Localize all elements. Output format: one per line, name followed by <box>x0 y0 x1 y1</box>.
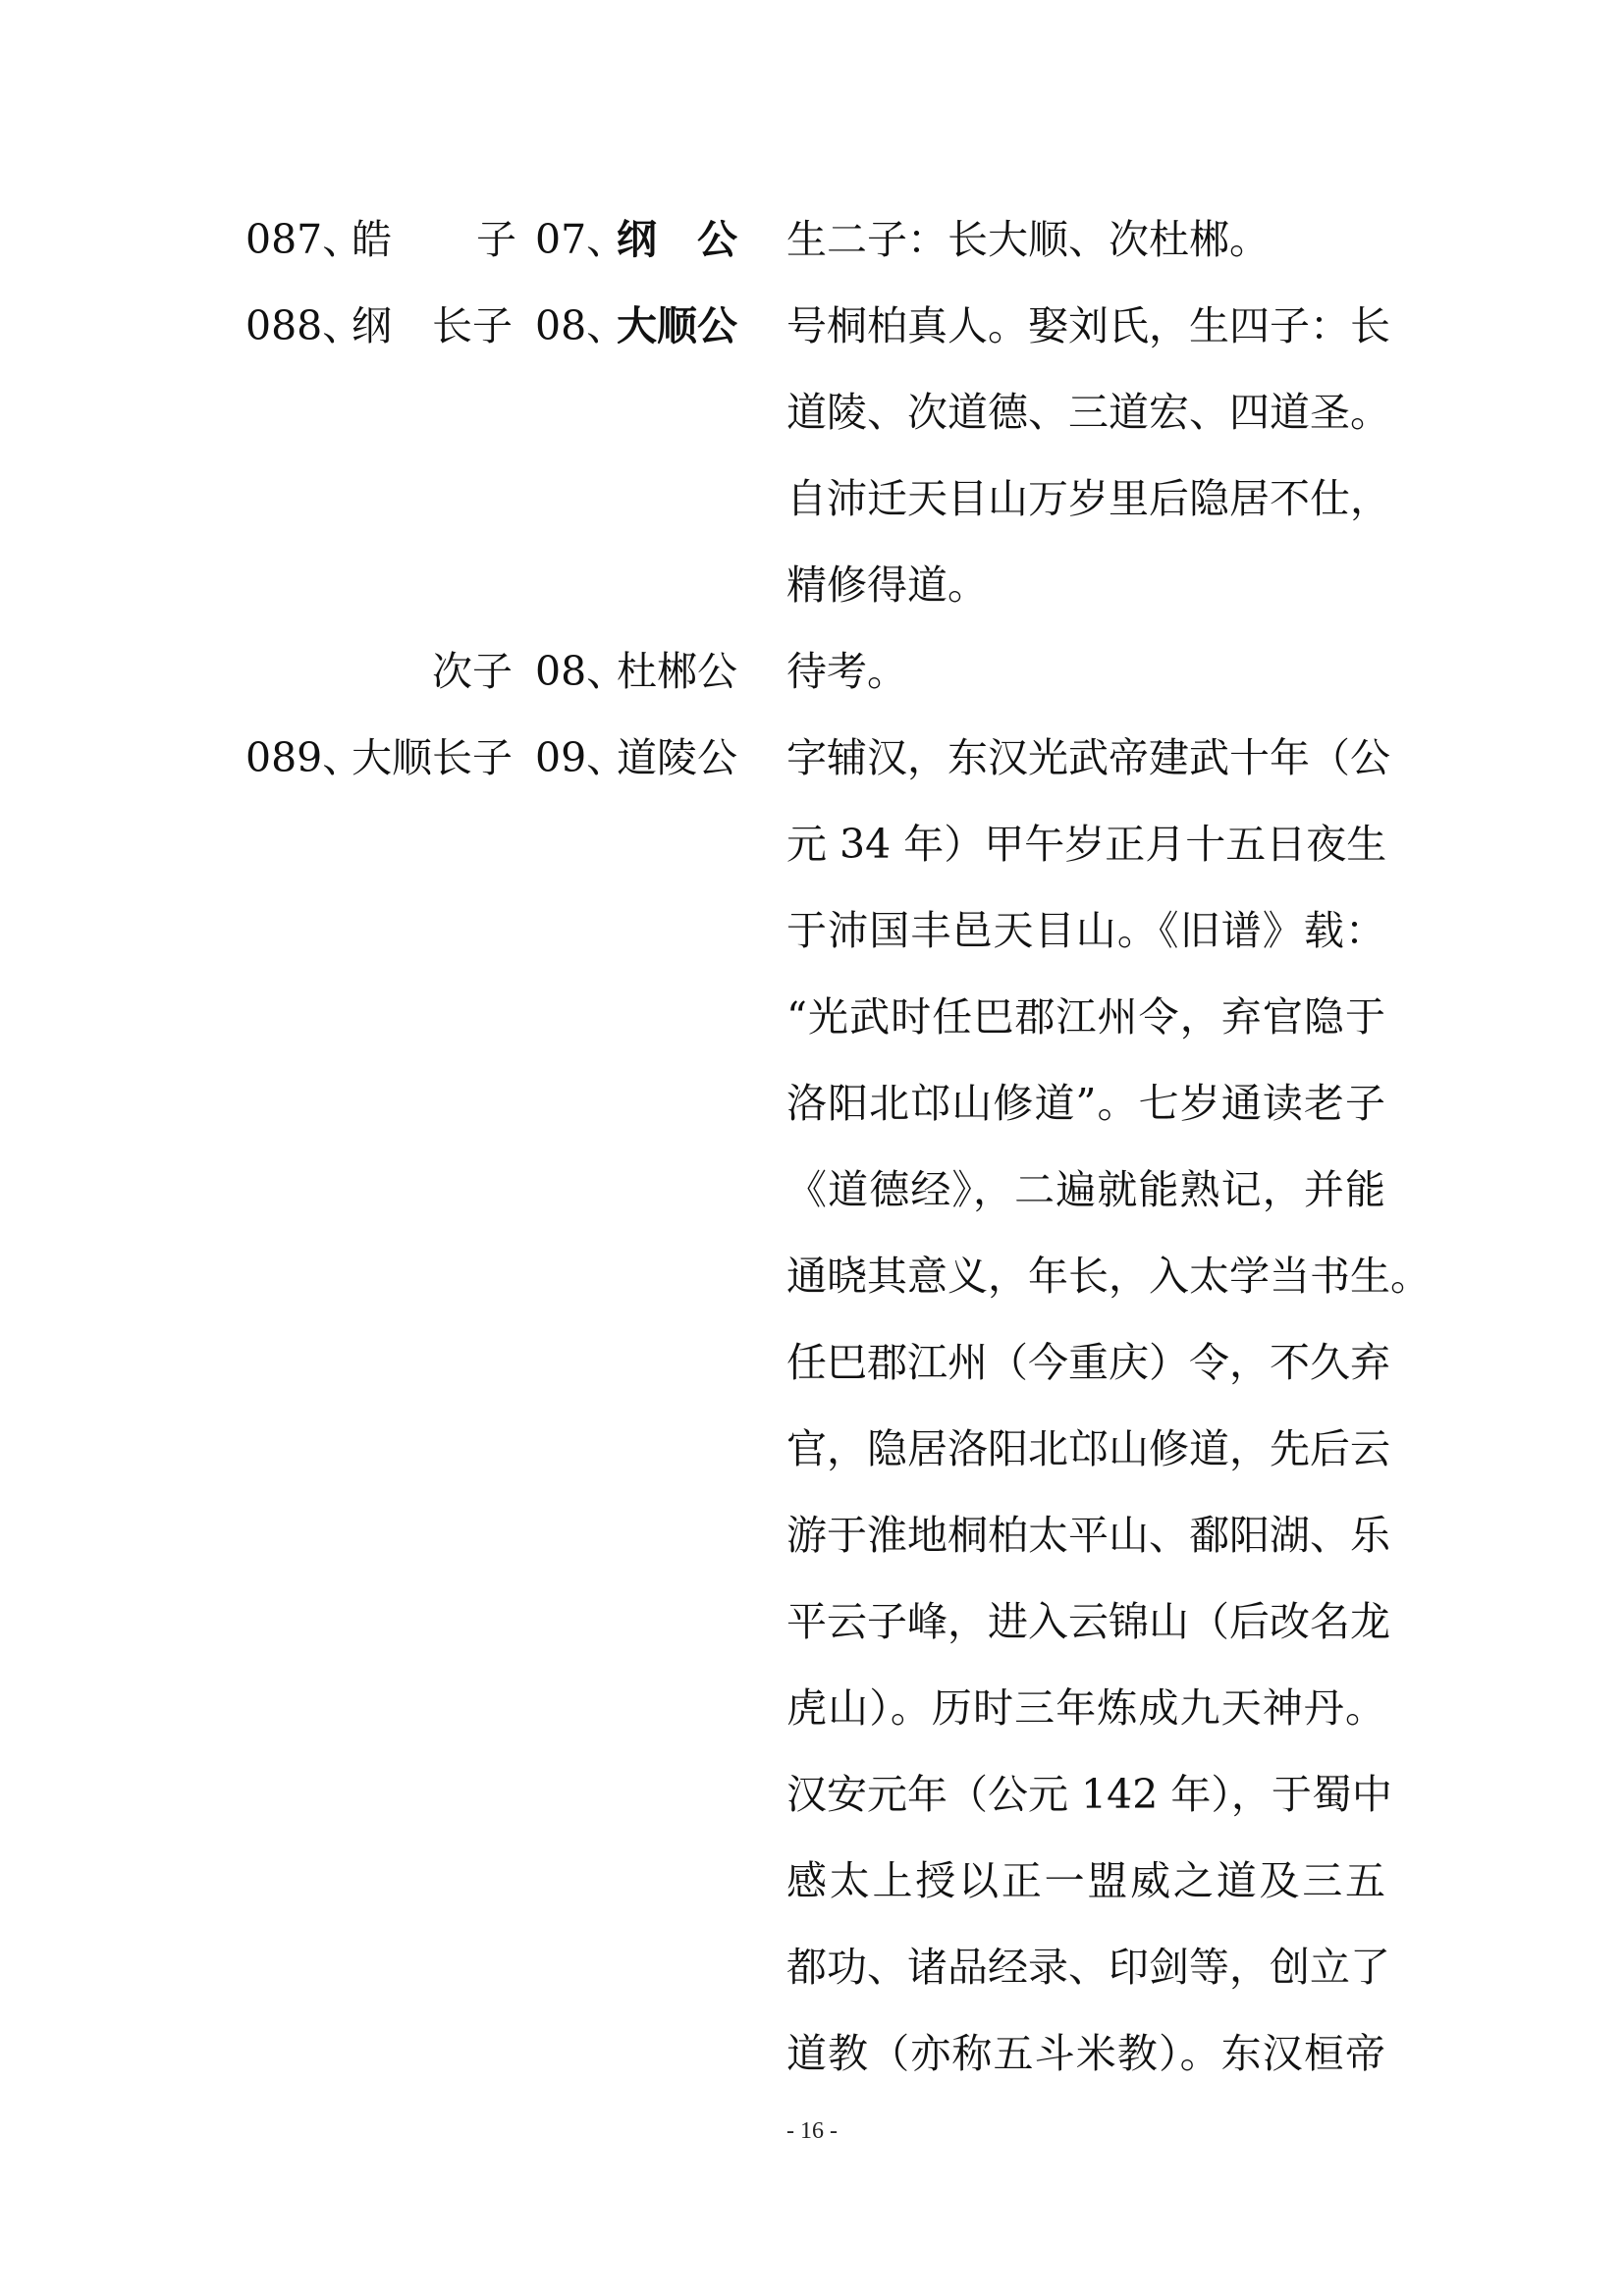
description-line: 道教（亦称五斗米教）。东汉桓帝 <box>786 2030 1385 2077</box>
person-name: 大顺公 <box>617 302 737 349</box>
page-number: - 16 - <box>786 2118 838 2144</box>
description-line: 于沛国丰邑天目山。《旧谱》载： <box>786 907 1385 954</box>
person-name: 道陵公 <box>617 734 737 781</box>
generation-number: 08、 <box>535 648 627 695</box>
son-rank: 次子 <box>432 648 513 695</box>
description-line: 道陵、次道德、三道宏、四道圣。 <box>786 389 1390 436</box>
son-rank: 长子 <box>432 302 513 349</box>
entry-number: 089、 <box>245 734 363 781</box>
description-line: 通晓其意义，年长，入太学当书生。 <box>786 1253 1431 1300</box>
description-line: 《道德经》，二遍就能熟记，并能 <box>786 1166 1385 1213</box>
description-line: 号桐柏真人。娶刘氏，生四子：长 <box>786 302 1390 349</box>
description-line: 自沛迁天目山万岁里后隐居不仕， <box>786 475 1390 522</box>
description-line: 精修得道。 <box>786 561 988 609</box>
entry-number: 088、 <box>245 302 363 349</box>
person-name: 纲 公 <box>617 216 737 263</box>
description-line: 汉安元年（公元 142 年），于蜀中 <box>786 1771 1392 1818</box>
son-rank: 子 <box>476 216 516 263</box>
description-line: 任巴郡江州（今重庆）令，不久弃 <box>786 1339 1390 1386</box>
father-name: 大顺 <box>352 734 432 781</box>
generation-number: 09、 <box>535 734 627 781</box>
description-line: 洛阳北邙山修道”。七岁通读老子 <box>786 1080 1385 1127</box>
entry-description <box>786 715 1431 2097</box>
description-line: 元 34 年）甲午岁正月十五日夜生 <box>786 821 1387 868</box>
entry-number: 087、 <box>245 216 363 263</box>
description-line: 游于淮地桐柏太平山、鄱阳湖、乐 <box>786 1512 1390 1559</box>
entry-description <box>786 283 1390 628</box>
description-line: 虎山）。历时三年炼成九天神丹。 <box>786 1684 1385 1732</box>
generation-number: 07、 <box>535 216 627 263</box>
description-line: 字辅汉，东汉光武帝建武十年（公 <box>786 734 1390 781</box>
entry-description <box>786 196 1385 283</box>
description-line: 都功、诸品经录、印剑等，创立了 <box>786 1944 1390 1991</box>
description-line: “光武时任巴郡江州令，弃官隐于 <box>786 993 1385 1041</box>
entry-description <box>786 628 1385 715</box>
person-name: 杜郴公 <box>617 648 737 695</box>
description-line: 官，隐居洛阳北邙山修道，先后云 <box>786 1425 1390 1472</box>
generation-number: 08、 <box>535 302 627 349</box>
father-name: 皓 <box>352 216 392 263</box>
description-line: 感太上授以正一盟威之道及三五 <box>786 1857 1385 1904</box>
son-rank: 长子 <box>432 734 513 781</box>
description-line: 生二子：长大顺、次杜郴。 <box>786 216 1270 263</box>
description-line: 待考。 <box>786 648 907 695</box>
description-line: 平云子峰，进入云锦山（后改名龙 <box>786 1598 1390 1645</box>
father-name: 纲 <box>352 302 392 349</box>
